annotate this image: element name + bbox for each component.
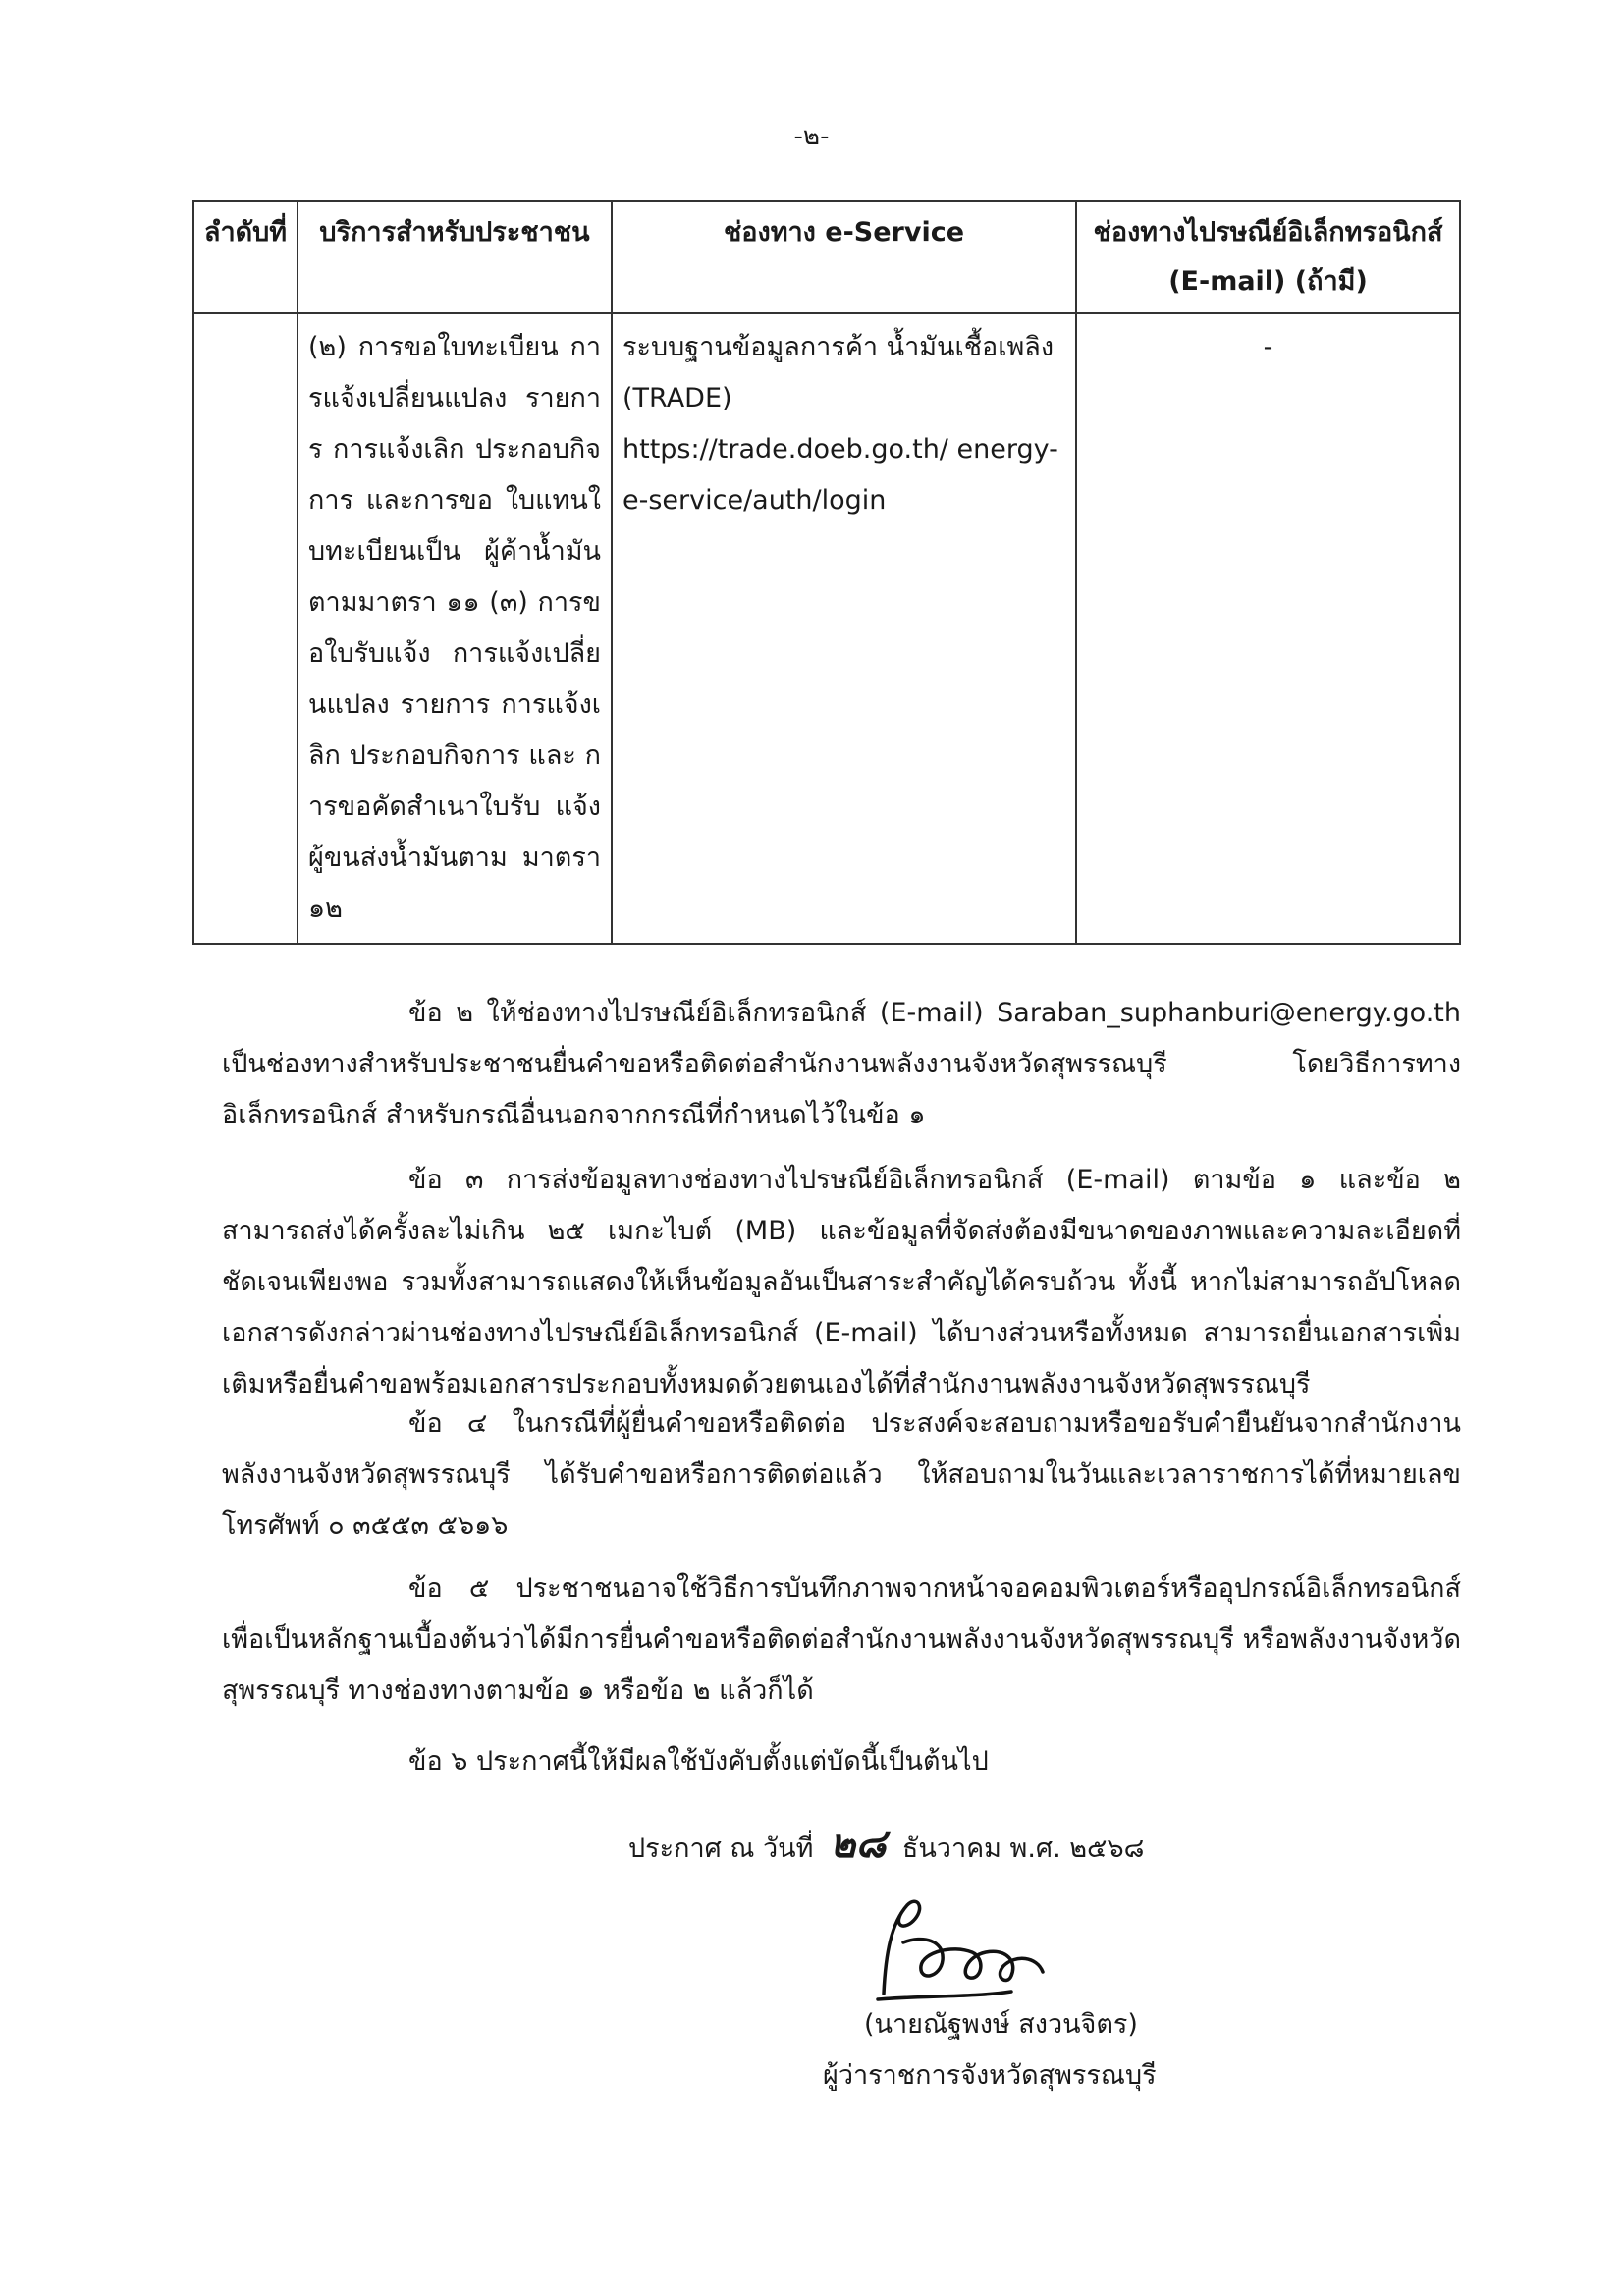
row-service: (๒) การขอใบทะเบียน การแจ้งเปลี่ยนแปลง รายการ การแจ้งเลิก ประกอบกิจการ และการขอ ใบแทนใบทะเบียนเป็น ผู้ค้าน้ำมันตามมาตรา ๑๑ (๓) การขอใบรับแจ้ง การแจ้งเปลี่ยนแปลง รายการ การแจ้งเลิก ประกอบกิจการ และ การขอคัดสำเนาใบรับ แจ้งผู้ขนส่งน้ำมันตาม มาตรา ๑๒ — [298, 313, 612, 944]
handwritten-signature — [864, 1884, 1100, 2011]
date-prefix: ประกาศ ณ วันที่ — [628, 1833, 814, 1864]
clause-5 — [222, 1563, 1461, 1717]
page-number: -๒- — [793, 122, 830, 151]
eservice-name: ระบบฐานข้อมูลการค้า น้ำมันเชื้อเพลิง (TRADE) — [622, 332, 1055, 413]
clause-4-text: ข้อ ๔ ในกรณีที่ผู้ยื่นคำขอหรือติดต่อ ประสงค์จะสอบถามหรือขอรับคำยืนยันจากสำนักงานพลังงานจังหวัดสุพรรณบุรี ได้รับคำขอหรือการติดต่อแล้ว ให้สอบถามในวันและเวลาราชการได้ที่หมายเลขโทรศัพท์ ๐ ๓๕๕๓ ๕๖๑๖ — [222, 1408, 1461, 1541]
eservice-url[interactable]: https://trade.doeb.go.th/ energy-e-service/auth/login — [622, 434, 1058, 516]
clause-6-text: ข้อ ๖ ประกาศนี้ให้มีผลใช้บังคับตั้งแต่บัดนี้เป็นต้นไป — [408, 1746, 989, 1777]
clause-3 — [222, 1155, 1461, 1410]
date-day: ๒๘ — [830, 1822, 887, 1867]
clause-3-text: ข้อ ๓ การส่งข้อมูลทางช่องทางไปรษณีย์อิเล็กทรอนิกส์ (E-mail) ตามข้อ ๑ และข้อ ๒ สามารถส่งได้ครั้งละไม่เกิน ๒๕ เมกะไบต์ (MB) และข้อมูลที่จัดส่งต้องมีขนาดของภาพและความละเอียดที่ชัดเจนเพียงพอ รวมทั้งสามารถแสดงให้เห็นข้อมูลอันเป็นสาระสำคัญได้ครบถ้วน ทั้งนี้ หากไม่สามารถอัปโหลดเอกสารดังกล่าวผ่านช่องทางไปรษณีย์อิเล็กทรอนิกส์ (E-mail) ได้บางส่วนหรือทั้งหมด สามารถยื่นเอกสารเพิ่มเติมหรือยื่นคำขอพร้อมเอกสารประกอบทั้งหมดด้วยตนเองได้ที่สำนักงานพลังงานจังหวัดสุพรรณบุรี — [222, 1165, 1461, 1399]
row-eservice — [612, 313, 1076, 944]
header-number: ลำดับที่ — [193, 201, 298, 313]
services-table — [192, 200, 1461, 945]
clause-6 — [222, 1736, 1461, 1787]
signer-name: (นายณัฐพงษ์ สงวนจิตร) — [864, 2009, 1138, 2040]
row-number — [193, 313, 298, 944]
table-row — [193, 313, 1460, 944]
date-month-year: ธันวาคม พ.ศ. ๒๕๖๘ — [901, 1833, 1145, 1864]
clause-5-text: ข้อ ๕ ประชาชนอาจใช้วิธีการบันทึกภาพจากหน้าจอคอมพิวเตอร์หรืออุปกรณ์อิเล็กทรอนิกส์เพื่อเป็นหลักฐานเบื้องต้นว่าได้มีการยื่นคำขอหรือติดต่อสำนักงานพลังงานจังหวัดสุพรรณบุรี หรือพลังงานจังหวัดสุพรรณบุรี ทางช่องทางตามข้อ ๑ หรือข้อ ๒ แล้วก็ได้ — [222, 1573, 1461, 1706]
table-header-row — [193, 201, 1460, 313]
row-email: - — [1076, 313, 1460, 944]
clause-2-text: ข้อ ๒ ให้ช่องทางไปรษณีย์อิเล็กทรอนิกส์ (E-mail) Saraban_suphanburi@energy.go.th เป็นช่องทางสำหรับประชาชนยื่นคำขอหรือติดต่อสำนักงานพลังงานจังหวัดสุพรรณบุรี โดยวิธีการทางอิเล็กทรอนิกส์ สำหรับกรณีอื่นนอกจากกรณีที่กำหนดไว้ในข้อ ๑ — [222, 998, 1461, 1130]
clause-2 — [222, 988, 1461, 1141]
clause-4 — [222, 1398, 1461, 1552]
header-service: บริการสำหรับประชาชน — [298, 201, 612, 313]
signer-title: ผู้ว่าราชการจังหวัดสุพรรณบุรี — [823, 2060, 1157, 2091]
header-eservice: ช่องทาง e-Service — [612, 201, 1076, 313]
header-email: ช่องทางไปรษณีย์อิเล็กทรอนิกส์ (E-mail) (ถ้ามี) — [1076, 201, 1460, 313]
announcement-date — [628, 1819, 1144, 1875]
